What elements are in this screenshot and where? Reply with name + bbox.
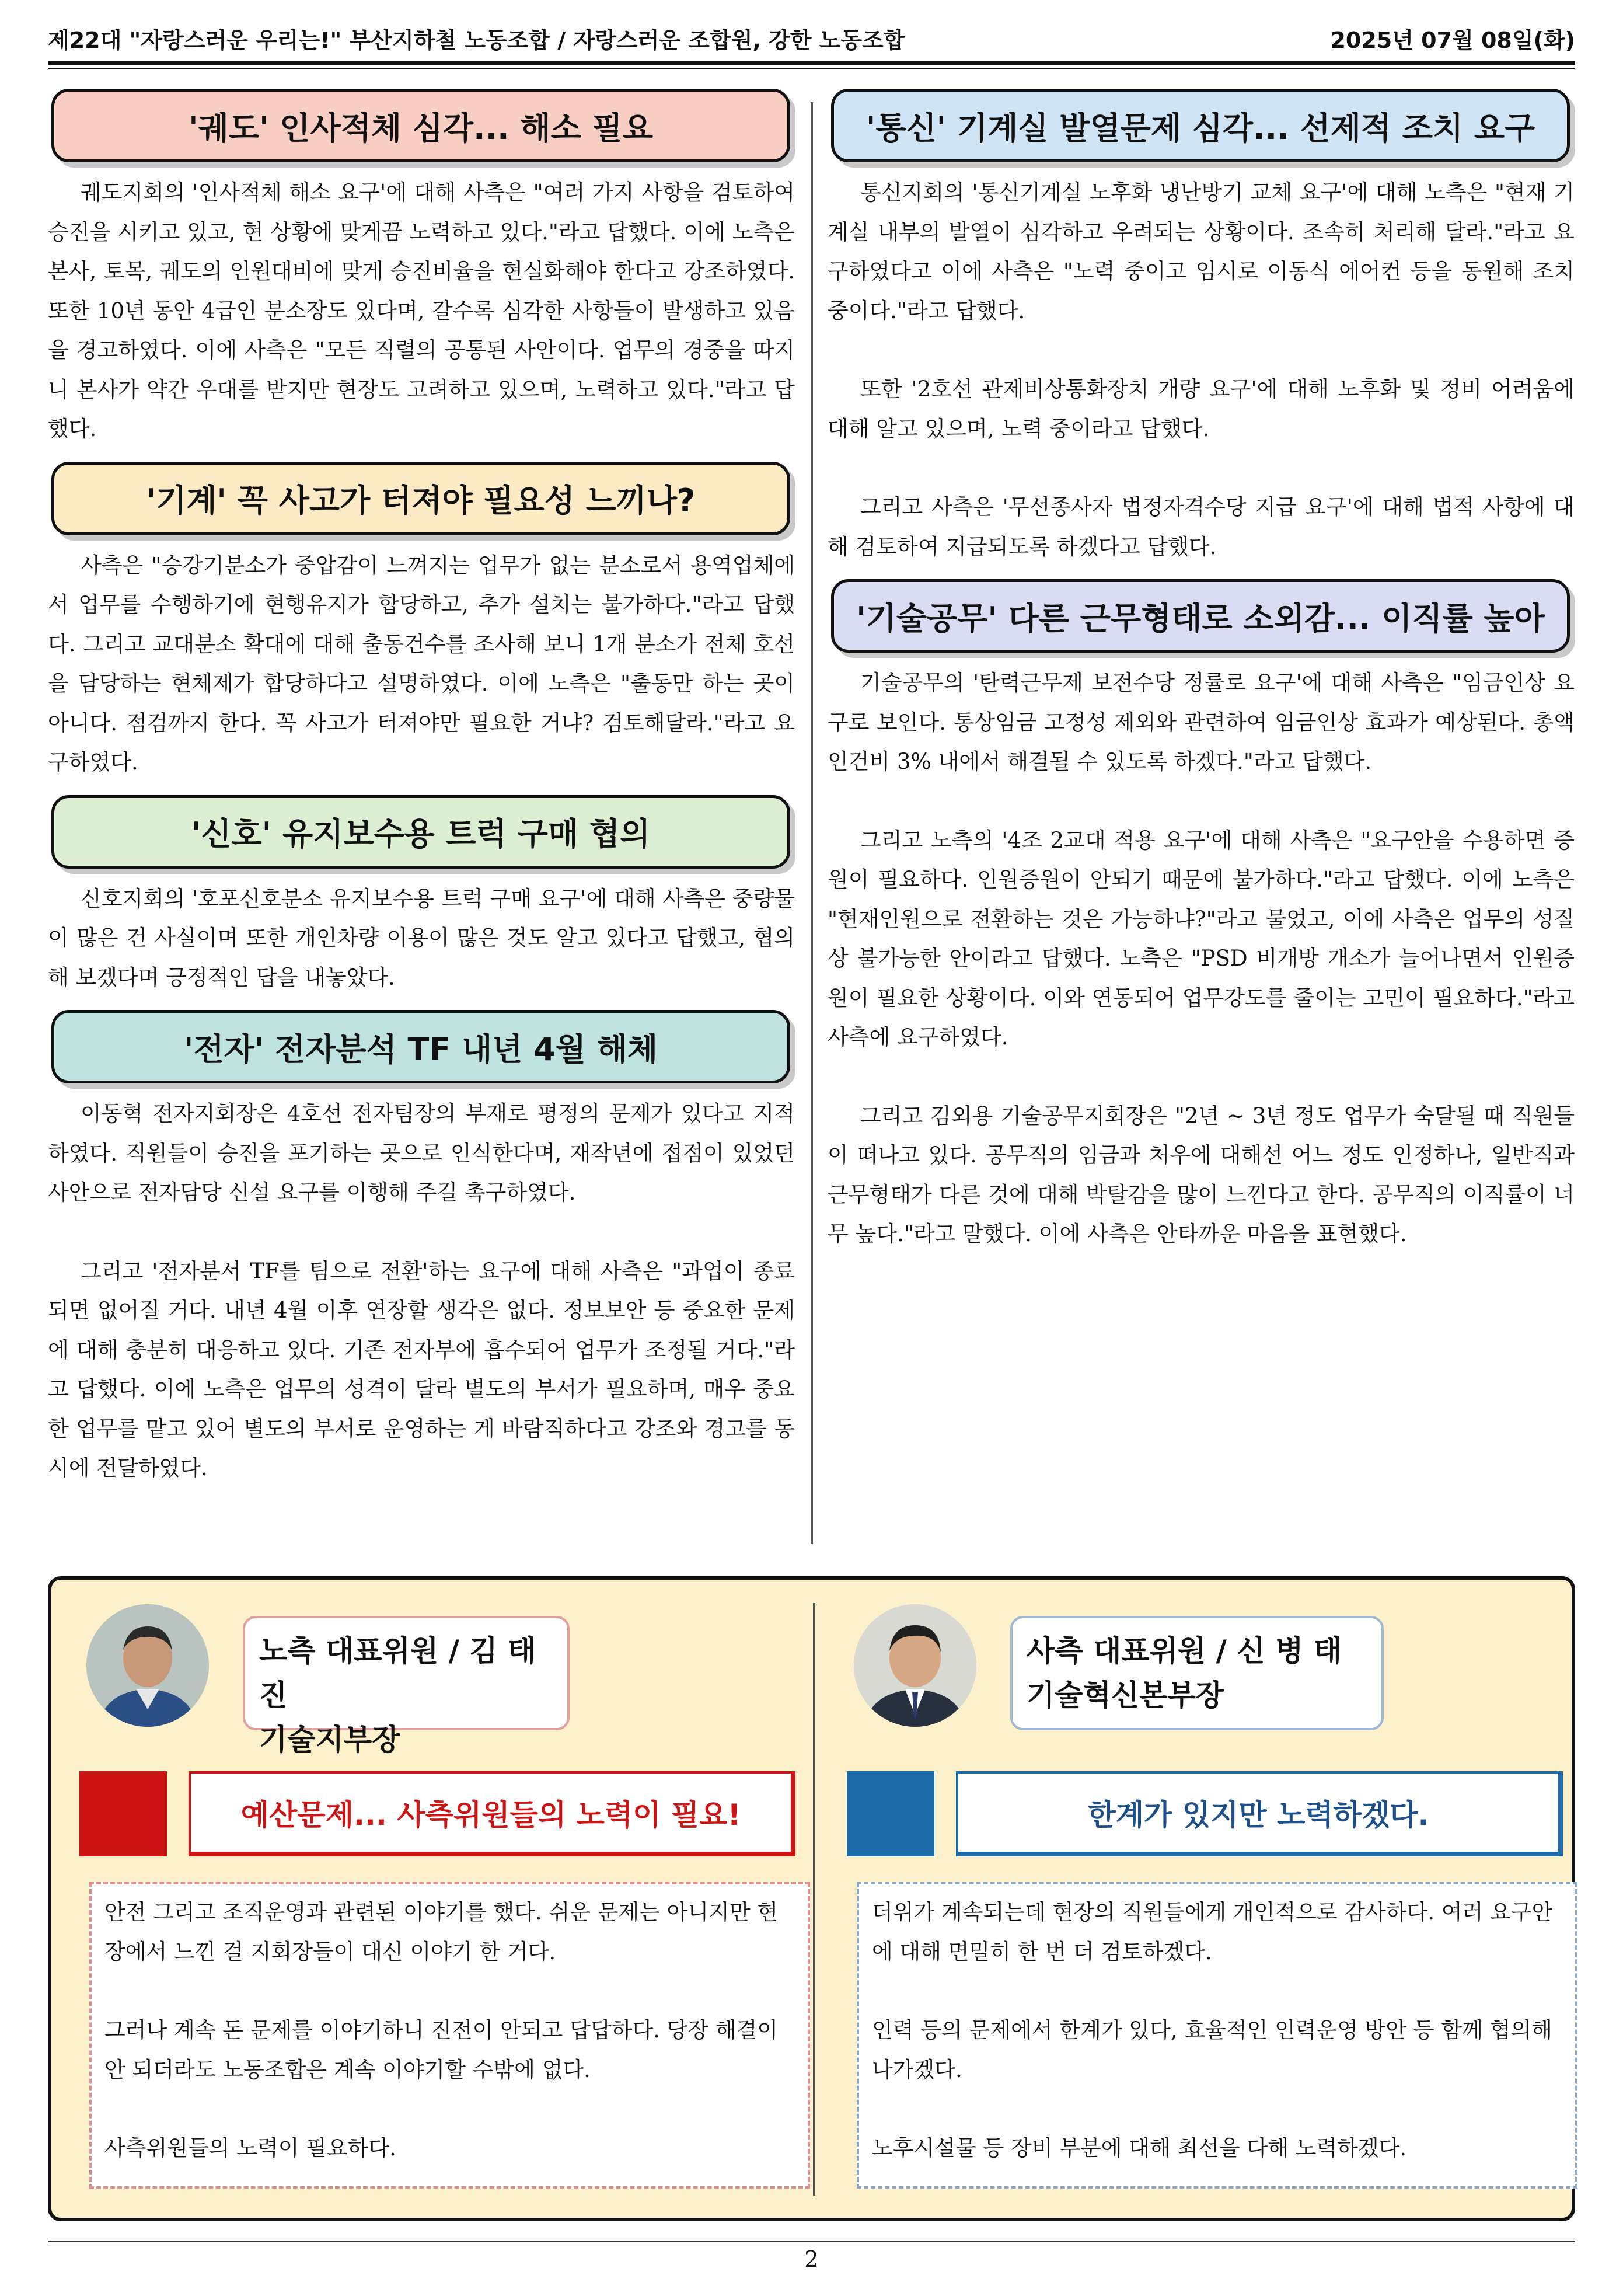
comment-paragraph: 인력 등의 문제에서 한계가 있다, 효율적인 인력운영 방안 등 함께 협의해 나가겠다. [872,2018,1552,2082]
union-representative [69,1580,798,2218]
section-title: '통신' 기계실 발열문제 심각... 선제적 조치 요구 [831,89,1570,162]
name-box [243,1616,570,1757]
section-jeonja [48,1010,795,1488]
comment-paragraph: 노후시설물 등 장비 부분에 대해 최선을 다해 노력하겠다. [872,2135,1407,2161]
header-rule-thick [48,61,1575,65]
section-paragraph: 그리고 김외용 기술공무지회장은 "2년 ~ 3년 정도 업무가 숙달될 때 직원들이 떠나고 있다. 공무직의 임금과 처우에 대해선 어느 정도 인정하나, 일반직과 근무형태가 다른 것에 대해 박탈감을 많이 느낀다고 한다. 공무직의 이직률이 너무 높다."라고 말했다. 이에 사측은 안타까운 마음을 표현했다. [828,1103,1575,1246]
avatar [854,1604,976,1727]
header-date: 2025년 07월 08일(화) [1330,27,1575,53]
section-gigye [48,462,795,782]
comment-paragraph: 안전 그리고 조직운영과 관련된 이야기를 했다. 쉬운 문제는 아니지만 현장에서 느낀 걸 지회장들이 대신 이야기 한 거다. [104,1900,779,1964]
representative-name: 사측 대표위원 / 신 병 태 [1027,1634,1342,1668]
section-paragraph: 궤도지회의 '인사적체 해소 요구'에 대해 사측은 "여러 가지 사항을 검토하여 승진을 시키고 있고, 현 상황에 맞게끔 노력하고 있다."라고 답했다. 이에 노측은 본사, 토목, 궤도의 인원대비에 맞게 승진비율을 현실화해야 한다고 강조하였다. 또한 10년 동안 4급인 분소장도 있다며, 갈수록 심각한 사항들이 발생하고 있음을 경고하였다. 이에 사측은 "모든 직렬의 공통된 사안이다. 업무의 경중을 따지니 본사가 약간 우대를 받지만 현장도 고려하고 있으며, 노력하고 있다."라고 답했다. [48,180,795,441]
page-header [48,22,1575,58]
headline-banner: 예산문제... 사측위원들의 노력이 필요! [189,1771,795,1856]
section-paragraph: 그리고 사측은 '무선종사자 법정자격수당 지급 요구'에 대해 법적 사항에 대해 검토하여 지급되도록 하겠다고 답했다. [828,494,1575,559]
section-paragraph: 신호지회의 '호포신호분소 유지보수용 트럭 구매 요구'에 대해 사측은 중량물이 많은 건 사실이며 또한 개인차량 이용이 많은 것도 알고 있다고 답했고, 협의해 보겠다며 긍정적인 답을 내놓았다. [48,886,795,990]
name-box [1010,1616,1384,1730]
section-title: '전자' 전자분석 TF 내년 4월 해체 [51,1010,790,1083]
comment-box [857,1882,1577,2189]
section-paragraph: 기술공무의 '탄력근무제 보전수당 정률로 요구'에 대해 사측은 "임금인상 요구로 보인다. 통상임금 고정성 제외와 관련하여 임금인상 효과가 예상된다. 총액인건비 3% 내에서 해결될 수 있도록 하겠다."라고 답했다. [828,670,1575,774]
headline-banner: 한계가 있지만 노력하겠다. [956,1771,1563,1856]
section-gwedo [48,89,795,449]
header-rule-thin [48,68,1575,69]
section-title: '기계' 꼭 사고가 터져야 필요성 느끼나? [51,462,790,535]
section-gisulgongmu [828,579,1575,1254]
section-sinho [48,795,795,998]
section-paragraph: 그리고 노측의 '4조 2교대 적용 요구'에 대해 사측은 "요구안을 수용하면 증원이 필요하다. 인원증원이 안되기 때문에 불가하다."라고 답했다. 이에 노측은 "현재인원으로 전환하는 것은 가능하냐?"라고 물었고, 이에 사측은 업무의 성질상 불가능한 안이라고 답했다. 노측은 "PSD 비개방 개소가 늘어나면서 인원증원이 필요한 상황이다. 이와 연동되어 업무강도를 줄이는 고민이 필요하다."라고 사측에 요구하였다. [828,827,1575,1050]
comment-paragraph: 더위가 계속되는데 현장의 직원들에게 개인적으로 감사하다. 여러 요구안에 대해 면밀히 한 번 더 검토하겠다. [872,1900,1553,1964]
section-title: '신호' 유지보수용 트럭 구매 협의 [51,795,790,869]
panel-divider [813,1603,815,2196]
section-paragraph: 사측은 "승강기분소가 중압감이 느껴지는 업무가 없는 분소로서 용역업체에서 업무를 수행하기에 현행유지가 합당하고, 추가 설치는 불가하다."라고 답했다. 그리고 교대분소 확대에 대해 출동건수를 조사해 보니 1개 분소가 전체 호선을 담당하는 현체제가 합당하다고 설명하였다. 이에 노측은 "출동만 하는 곳이 아니다. 점검까지 한다. 꼭 사고가 터져야만 필요한 거냐? 검토해달라."라고 요구하였다. [48,552,795,775]
comment-paragraph: 그러나 계속 돈 문제를 이야기하니 진전이 안되고 답답하다. 당장 해결이 안 되더라도 노동조합은 계속 이야기할 수밖에 없다. [104,2018,779,2082]
representative-name: 노측 대표위원 / 김 태 진 [259,1634,536,1712]
column-divider [811,102,813,1544]
comment-paragraph: 사측위원들의 노력이 필요하다. [104,2135,396,2161]
right-column [828,89,1575,1267]
comment-box [89,1882,810,2189]
representative-role: 기술지부장 [259,1723,400,1757]
section-paragraph: 또한 '2호선 관제비상통화장치 개량 요구'에 대해 노후화 및 정비 어려움에 대해 알고 있으며, 노력 중이라고 답했다. [828,377,1575,441]
management-representative [836,1580,1566,2218]
footer-rule [48,2241,1575,2242]
section-paragraph: 통신지회의 '통신기계실 노후화 냉난방기 교체 요구'에 대해 노측은 "현재 기계실 내부의 발열이 심각하고 우려되는 상황이다. 조속히 처리해 달라."라고 요구하였다고 이에 사측은 "노력 중이고 임시로 이동식 에어컨 등을 동원해 조치 중이다."라고 답했다. [828,180,1575,323]
accent-square [79,1771,167,1856]
representative-role: 기술혁신본부장 [1027,1678,1224,1712]
representatives-panel [48,1576,1575,2221]
section-paragraph: 이동혁 전자지회장은 4호선 전자팀장의 부재로 평정의 문제가 있다고 지적하였다. 직원들이 승진을 포기하는 곳으로 인식한다며, 재작년에 접점이 있었던 사안으로 전자담당 신설 요구를 이행해 주길 촉구하였다. [48,1101,795,1205]
section-paragraph: 그리고 '전자분서 TF를 팀으로 전환'하는 요구에 대해 사측은 "과업이 종료되면 없어질 거다. 내년 4월 이후 연장할 생각은 없다. 정보보안 등 중요한 문제에 대해 충분히 대응하고 있다. 기존 전자부에 흡수되어 업무가 조정될 거다."라고 답했다. 이에 노측은 업무의 성격이 달라 별도의 부서가 필요하며, 매우 중요한 업무를 맡고 있어 별도의 부서로 운영하는 게 바람직하다고 강조와 경고를 동시에 전달하였다. [48,1258,795,1480]
left-column [48,89,795,1501]
avatar [86,1604,209,1727]
page-number: 2 [804,2246,819,2272]
section-title: '궤도' 인사적체 심각... 해소 필요 [51,89,790,162]
accent-square [847,1771,934,1856]
header-title: 제22대 "자랑스러운 우리는!" 부산지하철 노동조합 / 자랑스러운 조합원, 강한 노동조합 [48,27,905,53]
section-tongsin [828,89,1575,566]
section-title: '기술공무' 다른 근무형태로 소외감... 이직률 높아 [831,579,1570,653]
